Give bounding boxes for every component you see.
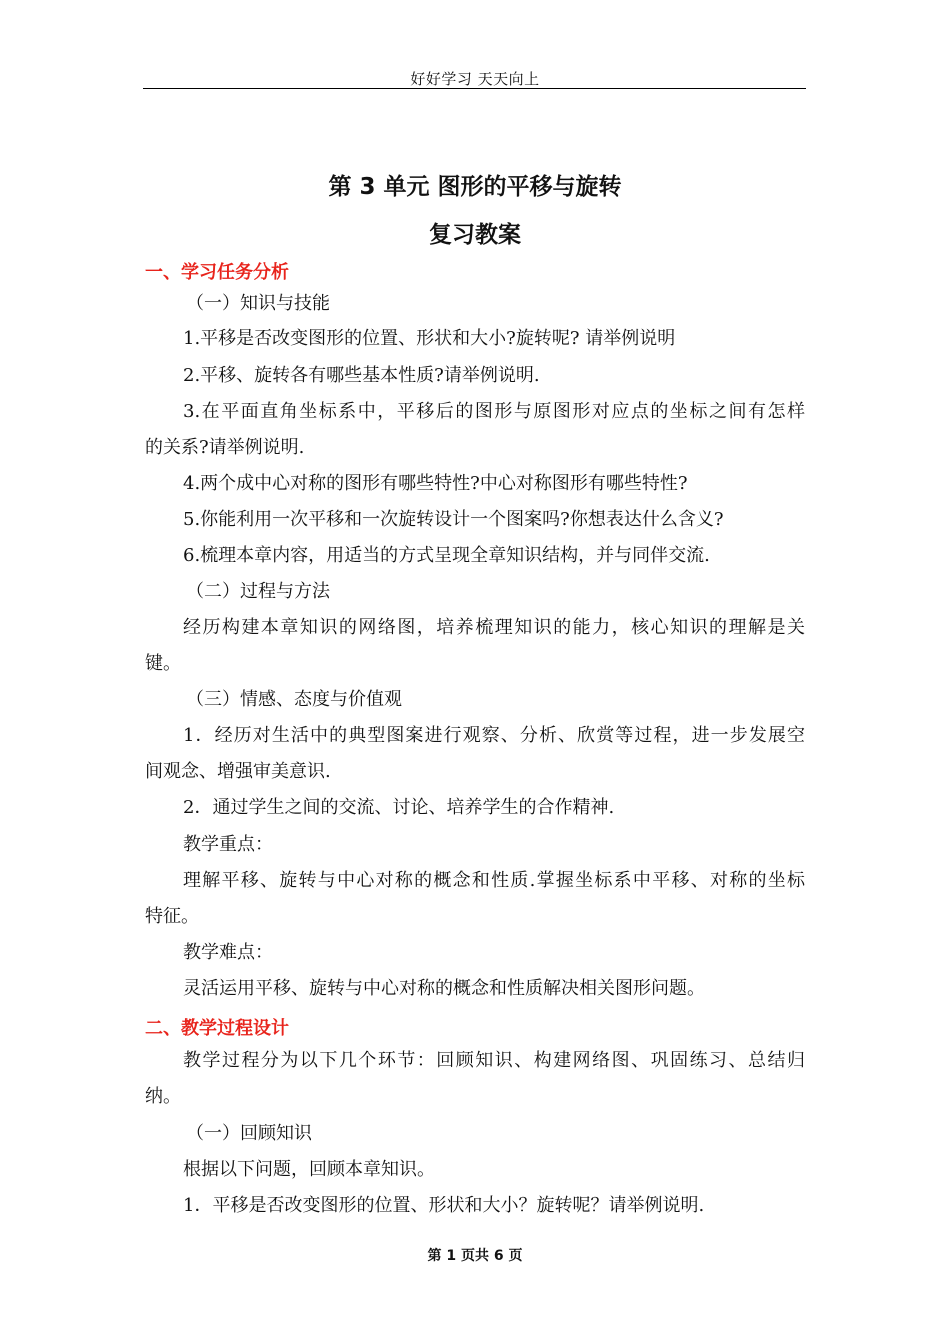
list-item: 1．平移是否改变图形的位置、形状和大小？旋转呢？请举例说明. [183,1195,705,1216]
unit-title: 第 3 单元 图形的平移与旋转 [328,174,622,200]
subsection-title: （一）知识与技能 [186,293,330,314]
list-item: 2.平移、旋转各有哪些基本性质?请举例说明. [183,365,540,386]
paragraph-continuation: 特征。 [145,906,199,927]
section-heading: 一、学习任务分析 [145,262,289,283]
subsection-title: （三）情感、态度与价值观 [186,689,402,710]
subsection-title: （一）回顾知识 [186,1123,312,1144]
list-item: 2．通过学生之间的交流、讨论、培养学生的合作精神. [183,797,615,818]
list-item: 1．经历对生活中的典型图案进行观察、分析、欣赏等过程，进一步发展空 [183,725,805,746]
header-motto: 好好学习 天天向上 [410,70,540,88]
list-item: 3.在平面直角坐标系中，平移后的图形与原图形对应点的坐标之间有怎样 [183,401,805,422]
subsection-title: （二）过程与方法 [186,581,330,602]
paragraph-continuation: 键。 [145,653,181,674]
list-item: 6.梳理本章内容，用适当的方式呈现全章知识结构，并与同伴交流. [183,545,710,566]
list-item: 5.你能利用一次平移和一次旋转设计一个图案吗?你想表达什么含义? [183,509,724,530]
label-key-points: 教学重点： [183,834,273,855]
list-item-continuation: 的关系?请举例说明. [145,437,305,458]
paragraph: 经历构建本章知识的网络图，培养梳理知识的能力，核心知识的理解是关 [183,617,805,638]
page-number: 第 1 页共 6 页 [427,1248,523,1264]
list-item: 4.两个成中心对称的图形有哪些特性?中心对称图形有哪些特性? [183,473,688,494]
header-divider [143,88,806,89]
document-title: 复习教案 [429,222,521,248]
list-item-continuation: 间观念、增强审美意识. [145,761,331,782]
paragraph-continuation: 纳。 [145,1086,181,1107]
paragraph: 根据以下问题，回顾本章知识。 [183,1159,435,1180]
paragraph: 教学过程分为以下几个环节：回顾知识、构建网络图、巩固练习、总结归 [183,1050,805,1071]
list-item: 1.平移是否改变图形的位置、形状和大小?旋转呢? 请举例说明 [183,328,676,349]
section-heading: 二、教学过程设计 [145,1018,289,1039]
paragraph: 理解平移、旋转与中心对称的概念和性质.掌握坐标系中平移、对称的坐标 [183,870,805,891]
label-difficulties: 教学难点： [183,942,273,963]
paragraph: 灵活运用平移、旋转与中心对称的概念和性质解决相关图形问题。 [183,978,705,999]
